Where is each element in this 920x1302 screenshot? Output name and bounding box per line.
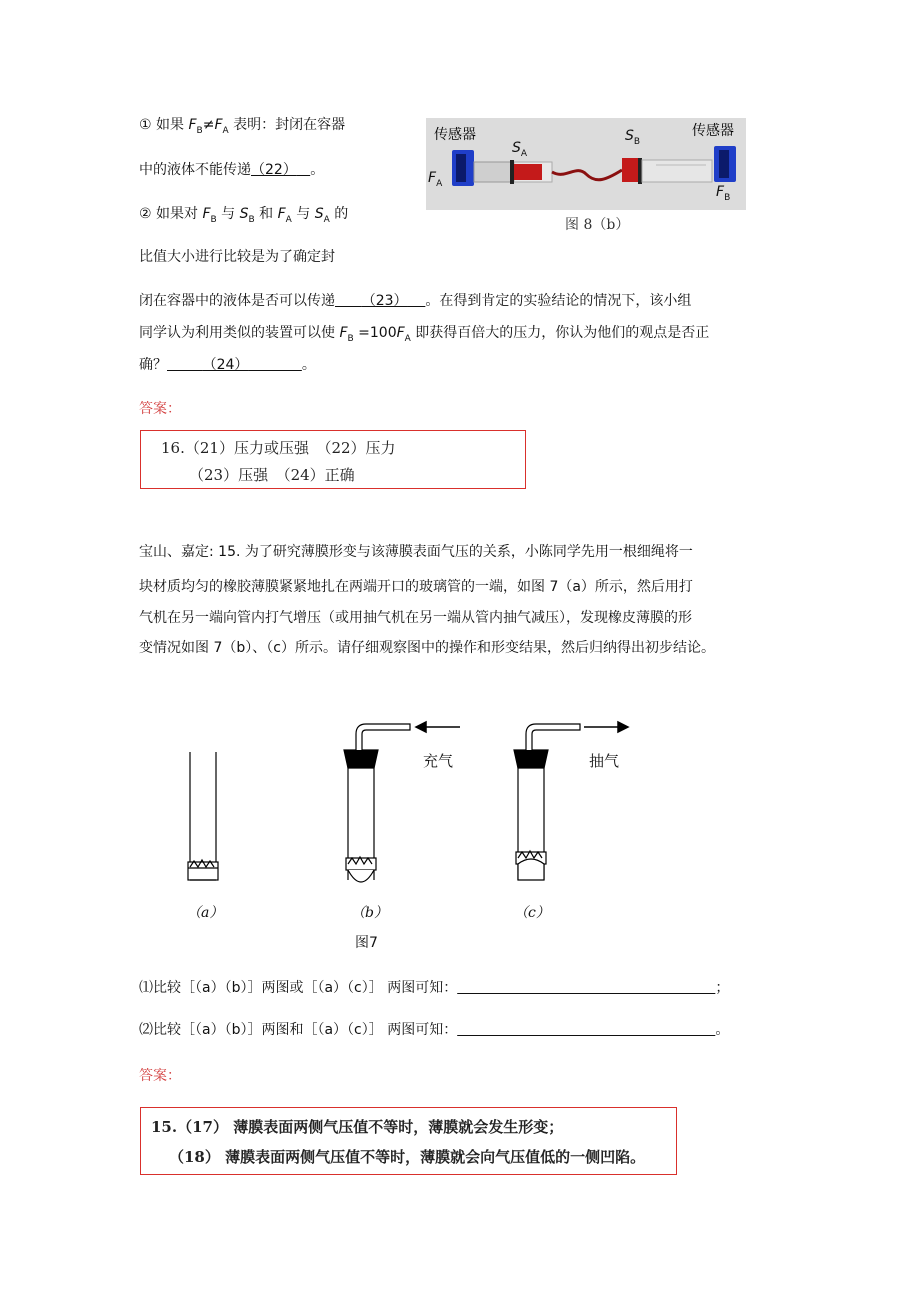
answer-blank-1[interactable] — [457, 980, 715, 996]
sensor-left-label: 传感器 — [434, 127, 476, 143]
label-a: （a） — [187, 905, 224, 921]
sb-label: $S_B$ — [625, 128, 641, 147]
deflate-label: 抽气 — [589, 752, 620, 770]
answer-blank-2[interactable] — [457, 1022, 715, 1038]
q16-line7: 确？ （24） 。 — [139, 357, 316, 373]
q16-line4: 比值大小进行比较是为了确定封 — [139, 249, 335, 265]
fb-label: $F_B$ — [716, 184, 731, 203]
q15-intro-3: 气机在另一端向管内打气增压（或用抽气机在另一端从管内抽气减压），发现橡皮薄膜的形 — [139, 610, 692, 626]
blank-23: （23） — [361, 293, 408, 309]
q16-line3: ② 如果对 $F_B$ 与 $S_B$ 和 $F_A$ 与 $S_A$ 的 — [139, 206, 349, 225]
q16-answer-line1: 16.（21）压力或压强 （22）压力 — [161, 439, 396, 457]
q15-answer-line2: （18） 薄膜表面两侧气压值不等时，薄膜就会向气压值低的一侧凹陷。 — [169, 1148, 646, 1166]
q16-line5: 闭在容器中的液体是否可以传递 （23） 。在得到肯定的实验结论的情况下，该小组 — [139, 293, 692, 309]
deflate-arrow — [584, 722, 628, 732]
q16-line1: ① 如果 $F_B\ne F_A$ 表明：封闭在容器 — [139, 117, 346, 136]
tube-c — [514, 724, 580, 880]
label-c: （c） — [514, 905, 550, 921]
blank-22: （22） — [251, 162, 297, 178]
q15-answer-label: 答案： — [139, 1068, 181, 1084]
q15-intro-2: 块材质均匀的橡胶薄膜紧紧地扎在两端开口的玻璃管的一端，如图 7（a）所示，然后用打 — [139, 579, 693, 595]
figure-8b — [426, 118, 746, 210]
sa-label: $S_A$ — [512, 140, 528, 159]
q15-question-1: ⑴比较［（a）（b）］两图或［（a）（c）］ 两图可知： ； — [139, 980, 730, 996]
blank-24: （24） — [202, 357, 249, 373]
q16-answer-label: 答案： — [139, 401, 181, 417]
q15-intro-1: 宝山、嘉定: 15. 为了研究薄膜形变与该薄膜表面气压的关系，小陈同学先用一根细绳将一 — [139, 544, 693, 560]
q16-line6: 同学认为利用类似的装置可以使 $F_B =100F_A$ 即获得百倍大的压力，你认为他们的观点是否正 — [139, 325, 710, 344]
q15-question-2: ⑵比较［（a）（b）］两图和［（a）（c）］ 两图可知： 。 — [139, 1022, 730, 1038]
q16-answer-box — [140, 430, 526, 489]
q15-intro-4: 变情况如图 7（b）、（c）所示。请仔细观察图中的操作和形变结果，然后归纳得出初步结论。 — [139, 640, 715, 656]
q16-answer-line2: （23）压强 （24）正确 — [189, 466, 355, 484]
figure-8b-caption: 图 8（b） — [565, 217, 630, 233]
q16-line2: 中的液体不能传递（22） 。 — [139, 162, 325, 178]
sensor-right-label: 传感器 — [692, 123, 734, 139]
fa-label: $F_A$ — [428, 170, 443, 189]
figure-7-diagram — [170, 712, 650, 892]
tube-b — [344, 724, 410, 882]
inflate-label: 充气 — [423, 752, 454, 770]
inflate-arrow — [416, 722, 460, 732]
figure-7-caption: 图7 — [355, 935, 378, 951]
tube-a — [188, 752, 218, 880]
q15-answer-box — [140, 1107, 677, 1175]
label-b: （b） — [351, 905, 388, 921]
q15-answer-line1: 15.（17） 薄膜表面两侧气压值不等时，薄膜就会发生形变； — [151, 1118, 564, 1136]
